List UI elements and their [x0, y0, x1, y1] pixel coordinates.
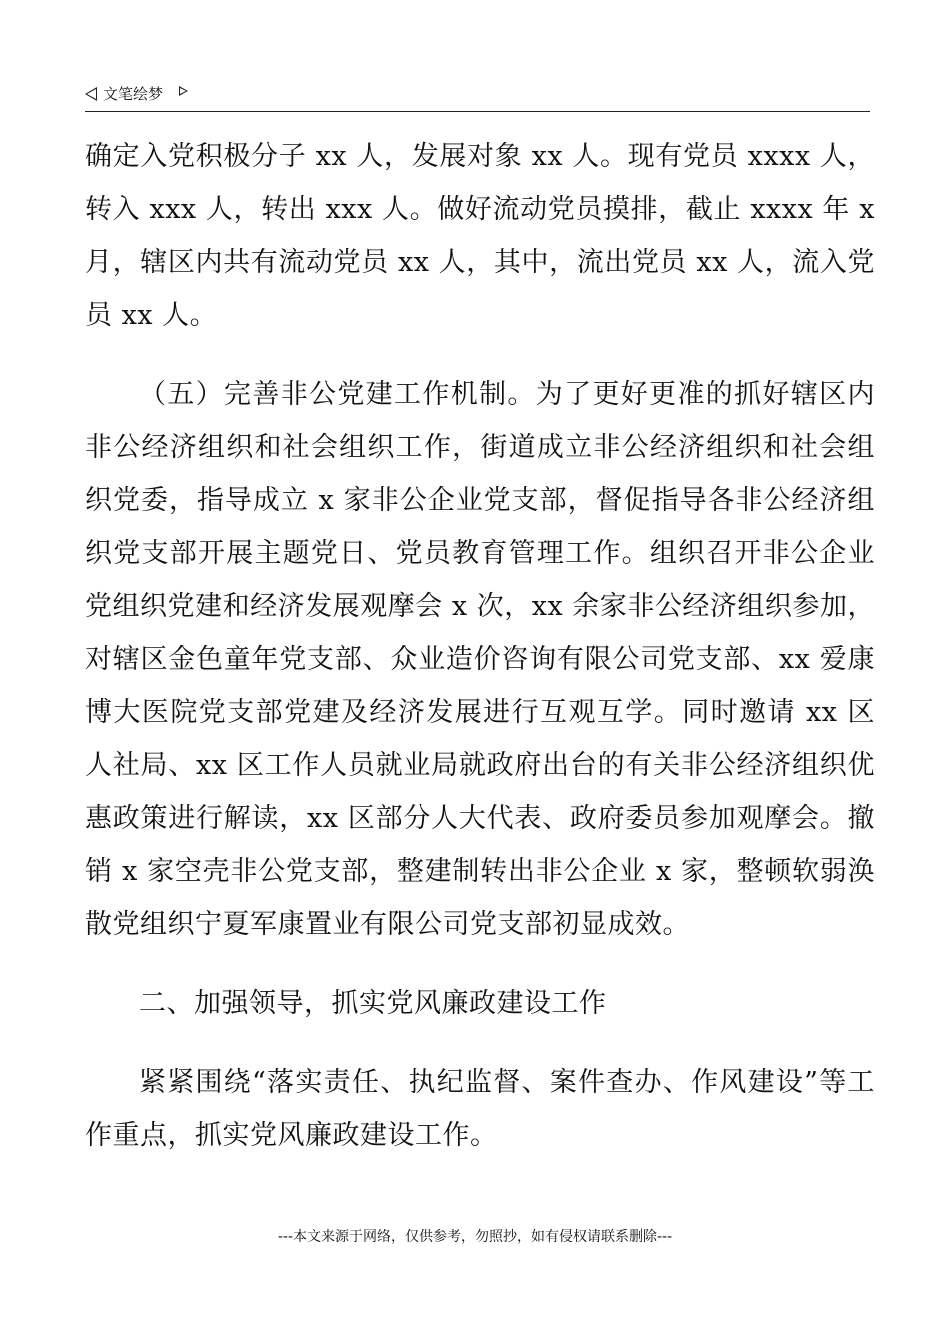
header-brand [85, 83, 188, 104]
document-body [85, 130, 875, 1162]
section-heading-two: 二、加强领导，抓实党风廉政建设工作 [139, 988, 607, 1019]
paragraph-section-two-intro: 紧紧围绕“落实责任、执纪监督、案件查办、作风建设”等工作重点，抓实党风廉政建设工作。 [85, 1067, 875, 1151]
paragraph-continuation: 确定入党积极分子 xx 人，发展对象 xx 人。现有党员 xxxx 人，转入 xxx 人，转出 xxx 人。做好流动党员摸排，截止 xxxx 年 x 月，辖区内共有流动党员 xx 人，其中，流出党员 xx 人，流入党员 xx 人。 [85, 141, 875, 331]
triangle-right-icon [179, 86, 188, 96]
footer-disclaimer: ---本文来源于网络，仅供参考，勿照抄，如有侵权请联系删除--- [277, 1229, 673, 1245]
brand-label: 文笔绘梦 [103, 85, 164, 103]
page-header [85, 83, 870, 113]
triangle-left-icon [85, 87, 97, 101]
paragraph-section-five: （五）完善非公党建工作机制。为了更好更准的抓好辖区内非公经济组织和社会组织工作，街道成立非公经济组织和社会组织党委，指导成立 x 家非公企业党支部，督促指导各非公经济组织党支部开展主题党日、党员教育管理工作。组织召开非公企业党组织党建和经济发展观摩会 x 次，xx 余家非公经济组织参加，对辖区金色童年党支部、众业造价咨询有限公司党支部、xx 爱康博大医院党支部党建及经济发展进行互观互学。同时邀请 xx 区人社局、xx 区工作人员就业局就政府出台的有关非公经济组织优惠政策进行解读，xx 区部分人大代表、政府委员参加观摩会。撤销 x 家空壳非公党支部，整建制转出非公企业 x 家，整顿软弱涣散党组织宁夏军康置业有限公司党支部初显成效。 [85, 379, 875, 940]
header-divider [85, 111, 870, 112]
